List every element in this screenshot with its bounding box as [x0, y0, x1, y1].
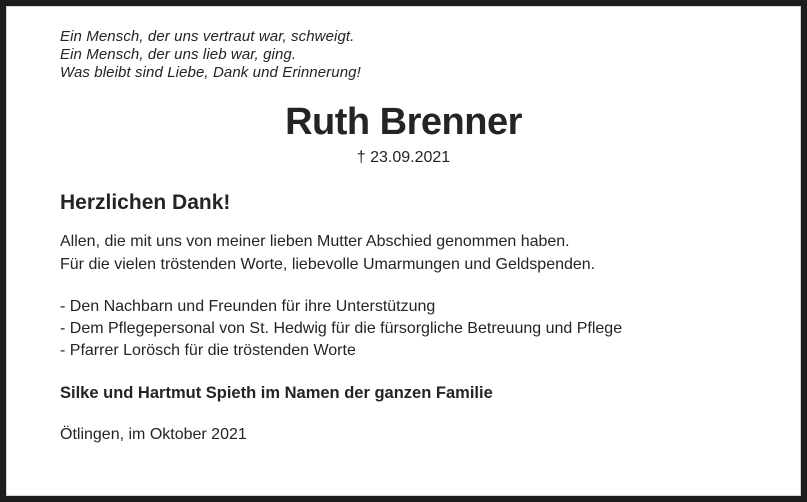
thanks-intro	[60, 230, 801, 276]
verse-line: Was bleibt sind Liebe, Dank und Erinnerung!	[60, 64, 361, 81]
place-and-date: Ötlingen, im Oktober 2021	[60, 426, 247, 443]
list-item: - Pfarrer Lorösch für die tröstenden Worte	[60, 342, 356, 359]
deceased-block	[60, 100, 747, 168]
list-item: - Den Nachbarn und Freunden für ihre Unterstützung	[60, 298, 436, 315]
notice-content	[6, 6, 801, 445]
verse-line: Ein Mensch, der uns vertraut war, schweigt.	[60, 28, 355, 45]
intro-line: Allen, die mit uns von meiner lieben Mutter Abschied genommen haben.	[60, 233, 570, 250]
thanks-list	[60, 296, 801, 362]
death-date: † 23.09.2021	[356, 149, 451, 166]
list-item: - Dem Pflegepersonal von St. Hedwig für die fürsorgliche Betreuung und Pflege	[60, 320, 623, 337]
memorial-verse	[60, 28, 801, 82]
family-signature: Silke und Hartmut Spieth im Namen der ganzen Familie	[60, 384, 493, 402]
deceased-name: Ruth Brenner	[285, 101, 522, 143]
verse-line: Ein Mensch, der uns lieb war, ging.	[60, 46, 297, 63]
intro-line: Für die vielen tröstenden Worte, liebevolle Umarmungen und Geldspenden.	[60, 256, 596, 273]
thanks-heading: Herzlichen Dank!	[60, 191, 231, 214]
